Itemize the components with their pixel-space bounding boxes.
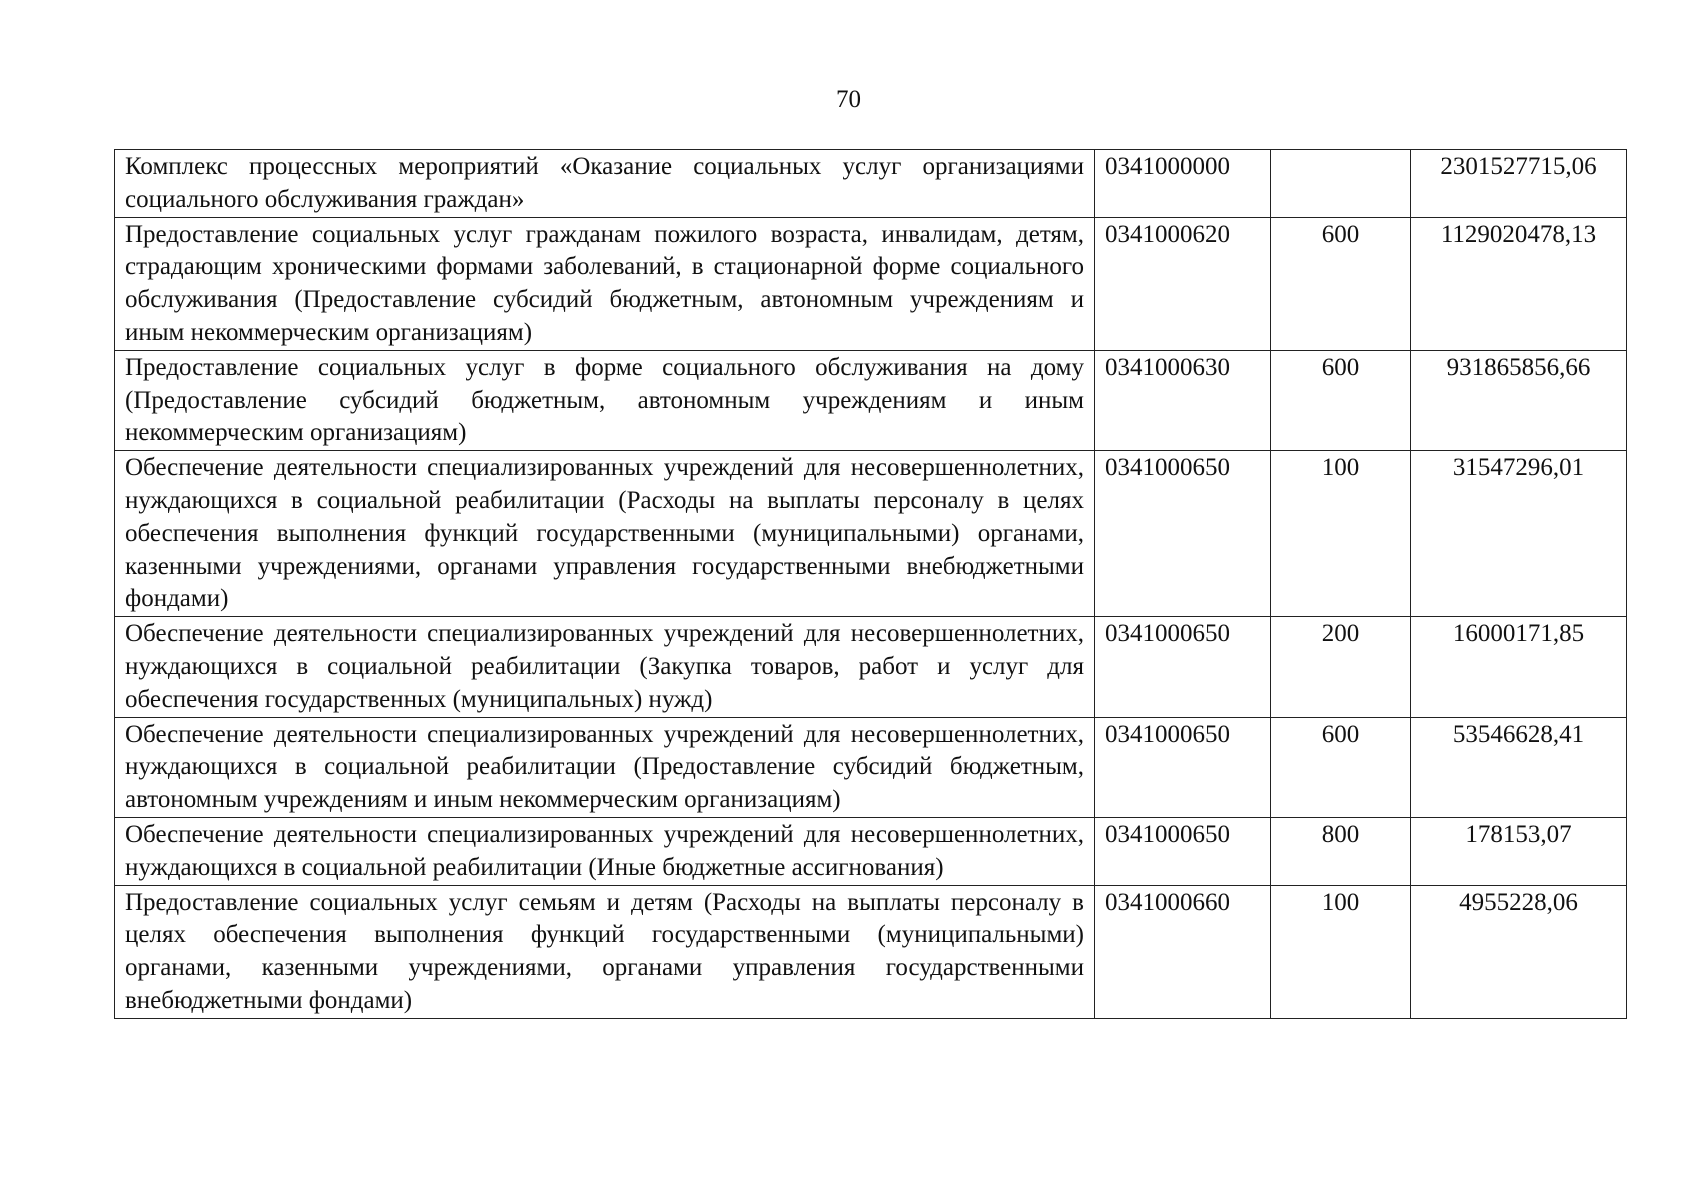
amount: 31547296,01	[1411, 451, 1627, 617]
table-row	[115, 885, 1627, 1018]
expense-type: 600	[1271, 217, 1411, 350]
amount: 178153,07	[1411, 817, 1627, 885]
table-row	[115, 150, 1627, 218]
amount: 16000171,85	[1411, 617, 1627, 717]
expense-name: Обеспечение деятельности специализированных учреждений для несовершеннолетних, нуждающихся в социальной реабилитации (Предоставление субсидий бюджетным, автономным учреждениям и иным некоммерческим организациям)	[115, 717, 1095, 817]
target-code: 0341000650	[1095, 617, 1271, 717]
target-code: 0341000650	[1095, 717, 1271, 817]
budget-table	[114, 149, 1627, 1019]
table-row	[115, 817, 1627, 885]
target-code: 0341000660	[1095, 885, 1271, 1018]
table-row	[115, 350, 1627, 450]
target-code: 0341000630	[1095, 350, 1271, 450]
table-row	[115, 617, 1627, 717]
expense-name: Предоставление социальных услуг гражданам пожилого возраста, инвалидам, детям, страдающим хроническими формами заболеваний, в стационарной форме социального обслуживания (Предоставление субсидий бюджетным, автономным учреждениям и иным некоммерческим организациям)	[115, 217, 1095, 350]
target-code: 0341000000	[1095, 150, 1271, 218]
amount: 2301527715,06	[1411, 150, 1627, 218]
expense-name: Предоставление социальных услуг семьям и детям (Расходы на выплаты персоналу в целях обеспечения выполнения функций государственными (муниципальными) органами, казенными учреждениями, органами управления государственными внебюджетными фондами)	[115, 885, 1095, 1018]
expense-type: 100	[1271, 885, 1411, 1018]
expense-type	[1271, 150, 1411, 218]
table-row	[115, 451, 1627, 617]
expense-name: Обеспечение деятельности специализированных учреждений для несовершеннолетних, нуждающихся в социальной реабилитации (Закупка товаров, работ и услуг для обеспечения государственных (муниципальных) нужд)	[115, 617, 1095, 717]
expense-name: Обеспечение деятельности специализированных учреждений для несовершеннолетних, нуждающихся в социальной реабилитации (Расходы на выплаты персоналу в целях обеспечения выполнения функций государственными (муниципальными) органами, казенными учреждениями, органами управления государственными внебюджетными фондами)	[115, 451, 1095, 617]
target-code: 0341000650	[1095, 451, 1271, 617]
expense-name: Комплекс процессных мероприятий «Оказание социальных услуг организациями социального обслуживания граждан»	[115, 150, 1095, 218]
table-row	[115, 717, 1627, 817]
target-code: 0341000620	[1095, 217, 1271, 350]
amount: 931865856,66	[1411, 350, 1627, 450]
expense-type: 100	[1271, 451, 1411, 617]
target-code: 0341000650	[1095, 817, 1271, 885]
amount: 1129020478,13	[1411, 217, 1627, 350]
table-row	[115, 217, 1627, 350]
amount: 4955228,06	[1411, 885, 1627, 1018]
expense-name: Обеспечение деятельности специализированных учреждений для несовершеннолетних, нуждающихся в социальной реабилитации (Иные бюджетные ассигнования)	[115, 817, 1095, 885]
expense-type: 200	[1271, 617, 1411, 717]
amount: 53546628,41	[1411, 717, 1627, 817]
expense-type: 800	[1271, 817, 1411, 885]
expense-type: 600	[1271, 717, 1411, 817]
expense-type: 600	[1271, 350, 1411, 450]
page-number: 70	[836, 86, 861, 113]
expense-name: Предоставление социальных услуг в форме социального обслуживания на дому (Предоставление субсидий бюджетным, автономным учреждениям и иным некоммерческим организациям)	[115, 350, 1095, 450]
